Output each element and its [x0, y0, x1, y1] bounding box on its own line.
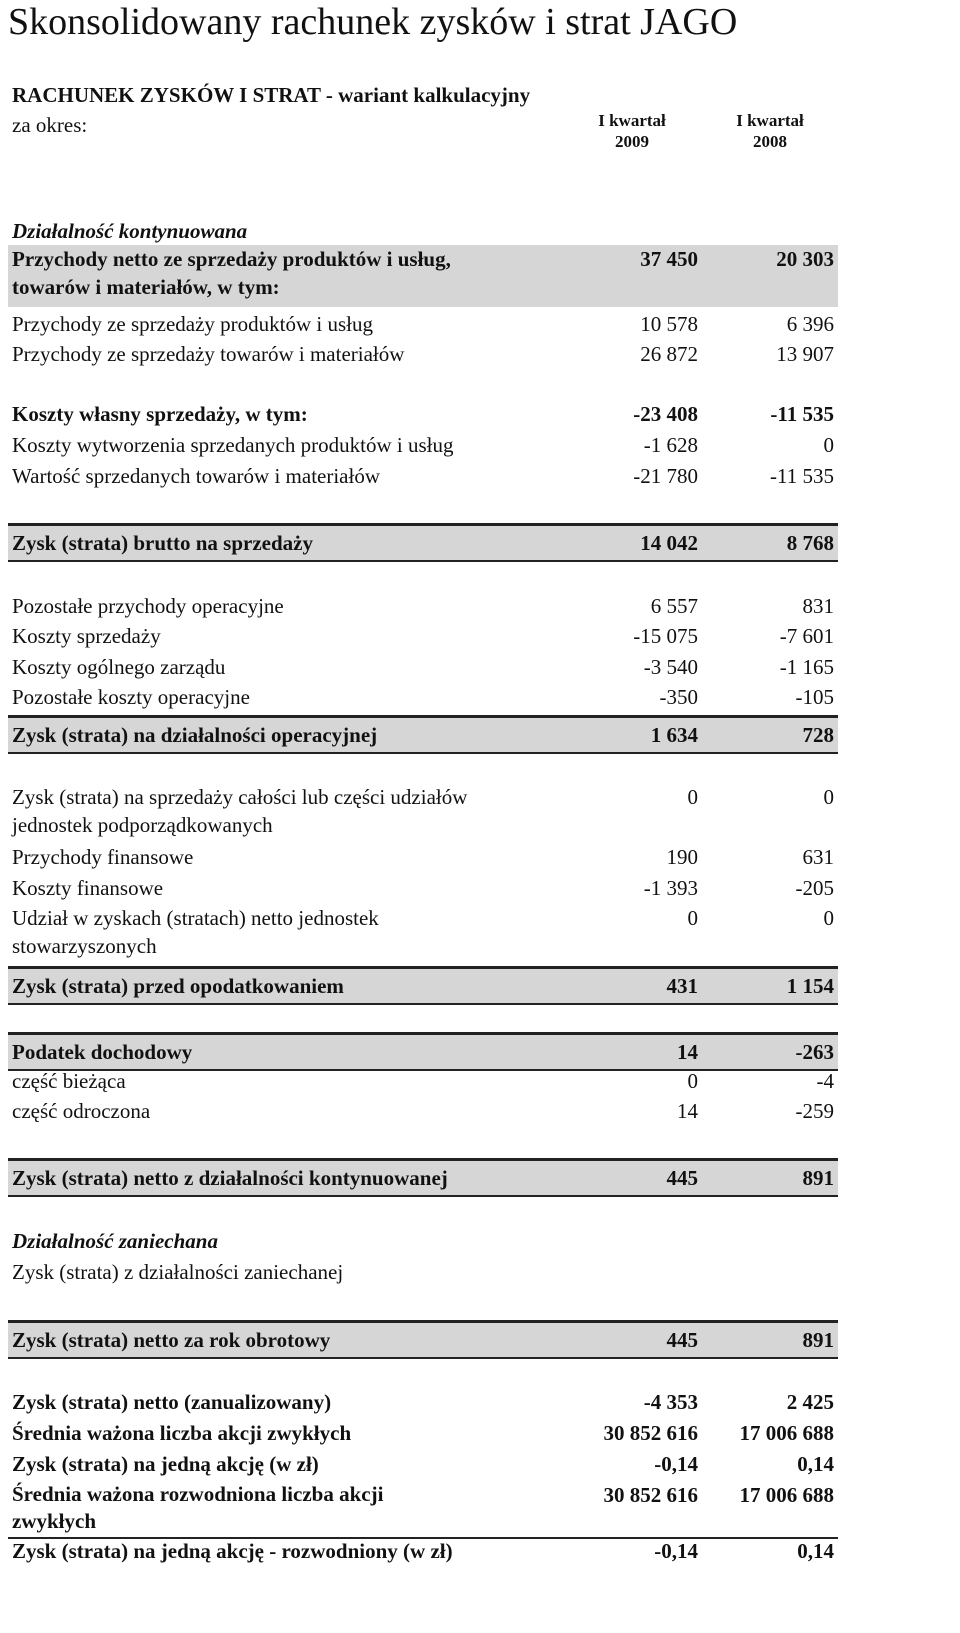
- row-value-2009: 10 578: [640, 312, 698, 336]
- table-row: [8, 1032, 838, 1071]
- table-row: [8, 904, 838, 962]
- row-label: Przychody finansowe: [12, 845, 194, 869]
- row-value-2008: -263: [795, 1040, 834, 1064]
- row-label: Zysk (strata) netto z działalności kontynuowanej: [12, 1166, 448, 1190]
- row-value-2008: -11 535: [770, 402, 834, 426]
- section-discontinued-heading: Działalność zaniechana: [12, 1229, 218, 1253]
- row-value-2008: 831: [802, 594, 834, 618]
- table-row: [8, 715, 838, 754]
- row-label: Zysk (strata) przed opodatkowaniem: [12, 974, 344, 998]
- row-label-line: zwykłych: [12, 1509, 96, 1533]
- row-label: Zysk (strata) na jedną akcję (w zł): [12, 1452, 319, 1476]
- row-value-2008: -7 601: [779, 624, 834, 648]
- row-value-2009: -0,14: [654, 1539, 698, 1563]
- row-label-line: stowarzyszonych: [12, 934, 157, 958]
- row-value-2008: 0: [823, 785, 834, 809]
- row-label: Wartość sprzedanych towarów i materiałów: [12, 464, 381, 488]
- row-label: Koszty własny sprzedaży, w tym:: [12, 402, 308, 426]
- row-value-2008: -205: [795, 876, 834, 900]
- row-value-2009: 1 634: [650, 723, 698, 747]
- table-row: [8, 1537, 838, 1563]
- row-value-2009: -1 628: [643, 433, 698, 457]
- row-label: Koszty finansowe: [12, 876, 164, 900]
- row-label: Zysk (strata) na działalności operacyjnej: [12, 723, 378, 747]
- row-value-2009: 0: [687, 785, 698, 809]
- row-label: Podatek dochodowy: [12, 1040, 193, 1064]
- column-header-year: 2008: [753, 132, 787, 151]
- row-value-2009: -1 393: [643, 876, 698, 900]
- document-title: Skonsolidowany rachunek zysków i strat JAGO: [8, 1, 738, 43]
- row-label: Przychody ze sprzedaży towarów i materiałów: [12, 342, 405, 366]
- column-header-year: 2009: [615, 132, 649, 151]
- row-value-2008: 0,14: [797, 1539, 834, 1563]
- row-value-2008: 891: [802, 1166, 834, 1190]
- row-value-2009: 445: [666, 1328, 698, 1352]
- row-value-2008: 1 154: [786, 974, 834, 998]
- row-label: Zysk (strata) z działalności zaniechanej: [12, 1260, 344, 1284]
- row-value-2008: -259: [795, 1099, 834, 1123]
- column-header-2008: [705, 110, 835, 152]
- row-value-2008: 728: [802, 723, 834, 747]
- row-label-line: Zysk (strata) na sprzedaży całości lub części udziałów: [12, 785, 468, 809]
- row-label-line: Przychody netto ze sprzedaży produktów i usług,: [12, 247, 451, 271]
- row-label: część odroczona: [12, 1099, 151, 1123]
- row-value-2009: 190: [666, 845, 698, 869]
- row-value-2009: 30 852 616: [603, 1421, 698, 1445]
- row-value-2009: 0: [687, 906, 698, 930]
- row-value-2008: -1 165: [779, 655, 834, 679]
- row-value-2009: 431: [666, 974, 698, 998]
- row-label: Zysk (strata) netto (zanualizowany): [12, 1390, 332, 1414]
- column-header-line: I kwartał: [598, 111, 666, 130]
- row-value-2008: 891: [802, 1328, 834, 1352]
- row-value-2009: -21 780: [633, 464, 698, 488]
- row-value-2009: -23 408: [633, 402, 698, 426]
- row-value-2009: 14: [677, 1099, 698, 1123]
- row-value-2008: 0,14: [797, 1452, 834, 1476]
- row-label: Koszty wytworzenia sprzedanych produktów i usług: [12, 433, 454, 457]
- period-label: za okres:: [12, 113, 88, 137]
- row-value-2008: -105: [795, 685, 834, 709]
- row-value-2009: 37 450: [640, 247, 698, 271]
- row-value-2009: -15 075: [633, 624, 698, 648]
- row-value-2008: 8 768: [786, 531, 834, 555]
- row-label-line: towarów i materiałów, w tym:: [12, 275, 280, 299]
- table-row: [8, 523, 838, 562]
- row-label: [12, 245, 451, 301]
- row-value-2008: -4: [816, 1069, 834, 1093]
- row-label-line: jednostek podporządkowanych: [12, 813, 273, 837]
- row-label: Pozostałe koszty operacyjne: [12, 685, 250, 709]
- row-value-2009: -0,14: [654, 1452, 698, 1476]
- row-value-2008: 2 425: [786, 1390, 834, 1414]
- table-row: [8, 783, 838, 841]
- section-continued-heading: Działalność kontynuowana: [12, 219, 248, 243]
- table-row: [8, 245, 838, 307]
- row-label: Koszty sprzedaży: [12, 624, 161, 648]
- row-value-2008: 0: [823, 906, 834, 930]
- row-label-line: Udział w zyskach (stratach) netto jednostek: [12, 906, 379, 930]
- column-header-2009: [567, 110, 697, 152]
- row-value-2008: -11 535: [770, 464, 834, 488]
- row-value-2009: 26 872: [640, 342, 698, 366]
- row-label: Zysk (strata) netto za rok obrotowy: [12, 1328, 331, 1352]
- row-label: Przychody ze sprzedaży produktów i usług: [12, 312, 373, 336]
- row-value-2008: 13 907: [776, 342, 834, 366]
- row-value-2009: -350: [659, 685, 698, 709]
- row-label: Koszty ogólnego zarządu: [12, 655, 226, 679]
- row-value-2008: 17 006 688: [739, 1483, 834, 1507]
- row-label: [12, 904, 379, 960]
- row-value-2009: -3 540: [643, 655, 698, 679]
- row-value-2009: 0: [687, 1069, 698, 1093]
- row-value-2008: 0: [823, 433, 834, 457]
- row-value-2009: 445: [666, 1166, 698, 1190]
- row-value-2009: 14: [677, 1040, 698, 1064]
- row-label: [12, 1481, 383, 1535]
- row-value-2009: 30 852 616: [603, 1483, 698, 1507]
- row-value-2009: -4 353: [643, 1390, 698, 1414]
- table-row: [8, 1320, 838, 1359]
- table-row: [8, 1481, 838, 1537]
- row-label-line: Średnia ważona rozwodniona liczba akcji: [12, 1482, 384, 1506]
- row-value-2008: 631: [802, 845, 834, 869]
- row-value-2008: 17 006 688: [739, 1421, 834, 1445]
- row-value-2009: 6 557: [650, 594, 698, 618]
- row-label: Średnia ważona liczba akcji zwykłych: [12, 1421, 352, 1445]
- statement-subtitle: RACHUNEK ZYSKÓW I STRAT - wariant kalkulacyjny: [12, 83, 531, 107]
- row-label: Pozostałe przychody operacyjne: [12, 594, 284, 618]
- row-label: Zysk (strata) na jedną akcję - rozwodniony (w zł): [12, 1539, 453, 1563]
- table-row: [8, 1158, 838, 1197]
- row-value-2008: 6 396: [786, 312, 834, 336]
- row-label: Zysk (strata) brutto na sprzedaży: [12, 531, 313, 555]
- column-header-line: I kwartał: [736, 111, 804, 130]
- row-value-2009: 14 042: [640, 531, 698, 555]
- row-value-2008: 20 303: [776, 247, 834, 271]
- table-row: [8, 966, 838, 1005]
- row-label: część bieżąca: [12, 1069, 126, 1093]
- row-label: [12, 783, 467, 839]
